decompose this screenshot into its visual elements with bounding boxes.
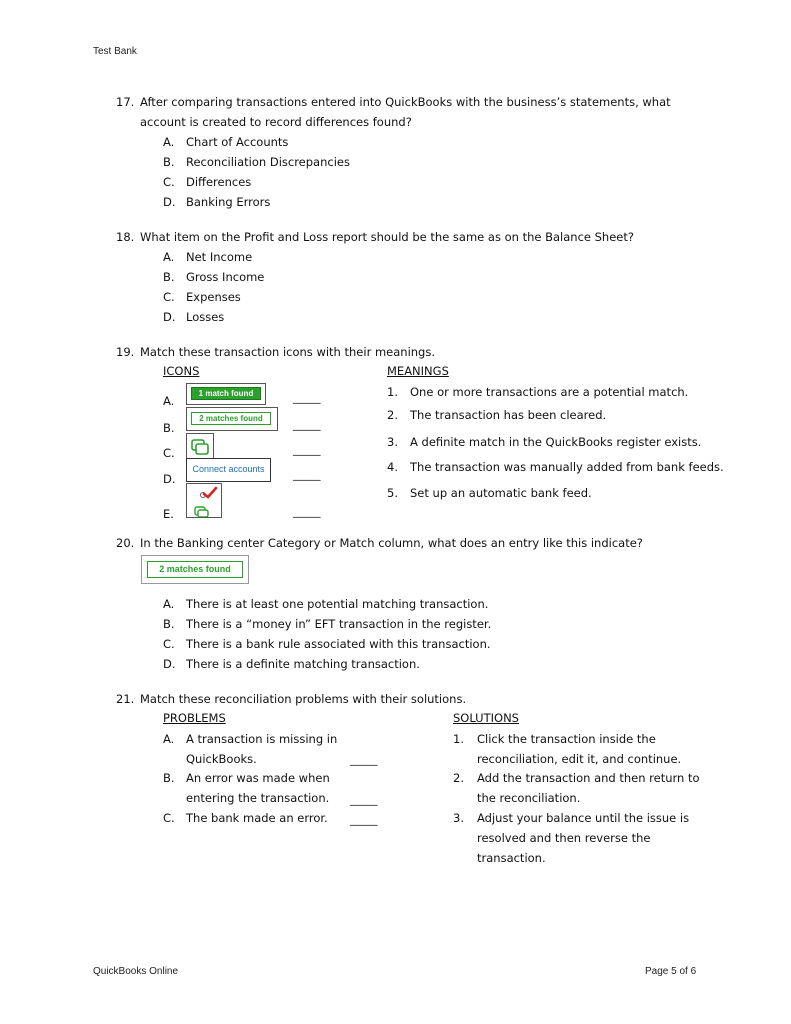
problem-letter: A.	[163, 732, 175, 746]
matches-found-badge: 2 matches found	[147, 561, 243, 578]
option-letter: D.	[163, 310, 176, 324]
meanings-column-header: MEANINGS	[387, 364, 449, 378]
problem-text: A transaction is missing in	[186, 732, 338, 746]
question-number: 19.	[116, 345, 135, 359]
page-header: Test Bank	[93, 46, 137, 57]
option-letter: B.	[163, 155, 175, 169]
option-letter: A.	[163, 135, 175, 149]
option-letter: A.	[163, 250, 175, 264]
problem-text: QuickBooks.	[186, 752, 257, 766]
solution-text: Add the transaction and then return to	[477, 771, 700, 785]
question-number: 20.	[116, 536, 135, 550]
question-text: In the Banking center Category or Match column, what does an entry like this indicate?	[140, 536, 643, 550]
question-text: What item on the Profit and Loss report should be the same as on the Balance Sheet?	[140, 230, 634, 244]
problem-text: The bank made an error.	[186, 811, 328, 825]
page-number: Page 5 of 6	[645, 966, 697, 977]
solution-text: reconciliation, edit it, and continue.	[477, 752, 682, 766]
option-text: There is a bank rule associated with this transaction.	[186, 637, 491, 651]
answer-blank[interactable]: _____	[293, 391, 321, 404]
question-text: account is created to record differences found?	[140, 115, 412, 129]
connect-accounts-icon	[186, 458, 271, 482]
answer-blank[interactable]: _____	[350, 753, 378, 766]
solution-text: Adjust your balance until the issue is	[477, 811, 690, 825]
answer-blank[interactable]: _____	[293, 505, 321, 518]
option-letter: D.	[163, 657, 176, 671]
solution-number: 1.	[453, 732, 464, 746]
answer-blank[interactable]: _____	[350, 793, 378, 806]
meaning-text: A definite match in the QuickBooks register exists.	[410, 435, 702, 449]
option-text: There is a definite matching transaction.	[186, 657, 420, 671]
meaning-number: 4.	[387, 460, 398, 474]
match-found-label: 1 match found	[191, 387, 261, 400]
option-letter: C.	[163, 290, 175, 304]
solution-text: resolved and then reverse the	[477, 831, 651, 845]
icon-letter: E.	[163, 507, 174, 521]
answer-blank[interactable]: _____	[293, 418, 321, 431]
question-number: 18.	[116, 230, 135, 244]
meaning-text: The transaction has been cleared.	[410, 408, 607, 422]
option-text: There is at least one potential matching transaction.	[186, 597, 489, 611]
matches-found-icon	[186, 407, 278, 431]
option-letter: D.	[163, 195, 176, 209]
option-text: Chart of Accounts	[186, 135, 289, 149]
option-text: Differences	[186, 175, 252, 189]
icon-letter: D.	[163, 472, 176, 486]
problem-text: An error was made when	[186, 771, 330, 785]
meaning-number: 1.	[387, 385, 398, 399]
problems-column-header: PROBLEMS	[163, 711, 226, 725]
option-text: Banking Errors	[186, 195, 271, 209]
matches-found-label: 2 matches found	[191, 412, 271, 425]
matches-found-badge-frame	[141, 555, 249, 584]
cleared-transaction-icon	[186, 483, 222, 518]
added-transaction-icon	[186, 433, 214, 459]
icons-column-header: ICONS	[163, 364, 200, 378]
copy-icon	[187, 434, 213, 458]
solution-text: transaction.	[477, 851, 546, 865]
problem-text: entering the transaction.	[186, 791, 330, 805]
icon-letter: A.	[163, 394, 175, 408]
question-text: Match these transaction icons with their meanings.	[140, 345, 435, 359]
problem-letter: C.	[163, 811, 175, 825]
option-text: Net Income	[186, 250, 253, 264]
answer-blank[interactable]: _____	[350, 813, 378, 826]
solution-text: the reconciliation.	[477, 791, 581, 805]
option-text: Losses	[186, 310, 225, 324]
check-icon	[187, 484, 221, 517]
option-letter: C.	[163, 175, 175, 189]
match-found-icon	[186, 383, 266, 405]
meaning-text: One or more transactions are a potential match.	[410, 385, 689, 399]
icon-letter: C.	[163, 446, 175, 460]
question-text: After comparing transactions entered into QuickBooks with the business’s statements, what	[140, 95, 671, 109]
option-text: There is a “money in” EFT transaction in the register.	[186, 617, 492, 631]
solutions-column-header: SOLUTIONS	[453, 711, 519, 725]
footer-left: QuickBooks Online	[93, 966, 179, 977]
option-text: Expenses	[186, 290, 241, 304]
meaning-text: The transaction was manually added from bank feeds.	[410, 460, 724, 474]
meaning-number: 3.	[387, 435, 398, 449]
problem-letter: B.	[163, 771, 175, 785]
answer-blank[interactable]: _____	[293, 468, 321, 481]
option-letter: A.	[163, 597, 175, 611]
option-letter: B.	[163, 270, 175, 284]
question-number: 17.	[116, 95, 135, 109]
option-text: Gross Income	[186, 270, 265, 284]
solution-text: Click the transaction inside the	[477, 732, 656, 746]
option-text: Reconciliation Discrepancies	[186, 155, 350, 169]
question-text: Match these reconciliation problems with their solutions.	[140, 692, 467, 706]
meaning-number: 5.	[387, 486, 398, 500]
option-letter: C.	[163, 637, 175, 651]
meaning-text: Set up an automatic bank feed.	[410, 486, 592, 500]
answer-blank[interactable]: _____	[293, 443, 321, 456]
question-number: 21.	[116, 692, 135, 706]
solution-number: 2.	[453, 771, 464, 785]
meaning-number: 2.	[387, 408, 398, 422]
icon-letter: B.	[163, 421, 175, 435]
solution-number: 3.	[453, 811, 464, 825]
option-letter: B.	[163, 617, 175, 631]
connect-accounts-label: Connect accounts	[192, 464, 265, 474]
